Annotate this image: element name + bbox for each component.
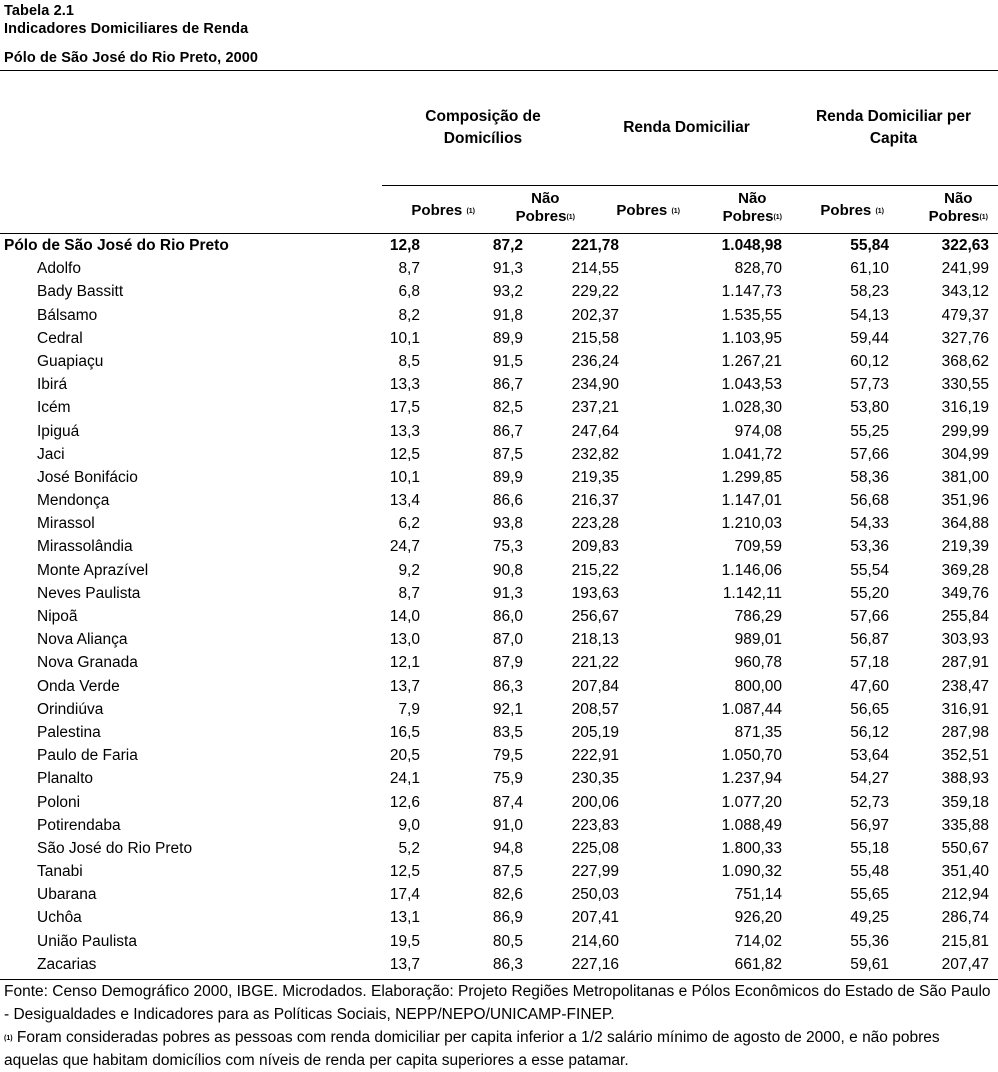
- row-value-col3: 207,41: [571, 909, 619, 927]
- subheader-nao-pobres-3-label: Pobres: [928, 208, 980, 225]
- row-value-col6: 351,96: [941, 492, 989, 510]
- row-value-col6: 241,99: [941, 260, 989, 278]
- row-value-col1: 8,2: [398, 306, 420, 324]
- table-row: [0, 605, 998, 628]
- row-name: União Paulista: [37, 932, 137, 950]
- group-header-composicao-line1: Composição de: [425, 108, 541, 125]
- row-value-col2: 80,5: [492, 932, 523, 950]
- row-value-col4: 1.147,01: [721, 492, 782, 510]
- footnote-text: Foram consideradas pobres as pessoas com renda domiciliar per capita inferior a 1/2 salário mínimo de agosto de 2000, e não pobres aquelas que habitam domicílios com níveis de renda per capita superiores a esse patamar.: [4, 1029, 940, 1069]
- row-name: Adolfo: [37, 260, 81, 278]
- row-value-col4: 1.048,98: [721, 237, 782, 254]
- table-row: [0, 675, 998, 698]
- table-row: [0, 443, 998, 466]
- row-value-col5: 49,25: [850, 909, 889, 927]
- row-value-col1: 13,3: [389, 422, 420, 440]
- row-value-col2: 93,8: [492, 515, 523, 533]
- row-name: Orindiúva: [37, 700, 104, 718]
- row-name: Ibirá: [37, 376, 68, 394]
- row-value-col4: 1.299,85: [721, 468, 782, 486]
- row-value-col5: 55,48: [850, 863, 889, 881]
- row-value-col5: 59,61: [850, 955, 889, 973]
- row-value-col2: 86,9: [492, 909, 523, 927]
- table-row: [0, 512, 998, 535]
- row-value-col1: 8,7: [398, 260, 420, 278]
- row-value-col2: 87,2: [492, 237, 523, 254]
- row-value-col2: 91,3: [492, 260, 523, 278]
- row-name: Guapiaçu: [37, 352, 104, 370]
- row-value-col6: 287,91: [941, 654, 989, 672]
- row-value-col5: 55,65: [850, 886, 889, 904]
- row-value-col6: 322,63: [941, 237, 989, 254]
- row-value-col3: 227,99: [571, 863, 619, 881]
- row-name: Icém: [37, 399, 71, 417]
- row-value-col5: 55,54: [850, 561, 889, 579]
- row-value-col2: 75,3: [492, 538, 523, 556]
- row-value-col5: 55,25: [850, 422, 889, 440]
- row-value-col3: 208,57: [571, 700, 619, 718]
- row-value-col6: 364,88: [941, 515, 989, 533]
- row-value-col1: 12,6: [389, 793, 420, 811]
- row-value-col4: 709,59: [734, 538, 782, 556]
- row-value-col4: 751,14: [734, 886, 782, 904]
- row-name: São José do Rio Preto: [37, 839, 193, 857]
- row-value-col4: 1.088,49: [721, 816, 782, 834]
- row-value-col5: 54,33: [850, 515, 889, 533]
- row-value-col3: 209,83: [571, 538, 619, 556]
- row-value-col3: 222,91: [571, 747, 619, 765]
- table-row: [0, 744, 998, 767]
- row-name: Jaci: [37, 445, 65, 463]
- subheader-nao-pobres-1-note: (1): [566, 214, 575, 221]
- row-value-col1: 13,7: [389, 955, 420, 973]
- row-value-col3: 230,35: [571, 770, 619, 788]
- row-value-col6: 359,18: [941, 793, 989, 811]
- row-value-col2: 89,9: [492, 329, 523, 347]
- row-value-col6: 219,39: [941, 538, 989, 556]
- row-value-col4: 1.146,06: [721, 561, 782, 579]
- row-name: Pólo de São José do Rio Preto: [4, 237, 229, 254]
- group-header-composicao-line2: Domicílios: [443, 130, 523, 147]
- subheader-pobres-3-note: (1): [875, 208, 884, 215]
- row-name: Nova Granada: [37, 654, 138, 672]
- row-value-col2: 91,0: [492, 816, 523, 834]
- row-value-col1: 13,1: [389, 909, 420, 927]
- top-rule: [0, 70, 998, 71]
- table-number: Tabela 2.1: [4, 3, 75, 19]
- table-row: [0, 906, 998, 929]
- table-row: [0, 930, 998, 953]
- row-value-col6: 207,47: [941, 955, 989, 973]
- row-name: Tanabi: [37, 863, 83, 881]
- row-value-col5: 58,36: [850, 468, 889, 486]
- row-value-col5: 52,73: [850, 793, 889, 811]
- row-value-col4: 960,78: [734, 654, 782, 672]
- row-value-col5: 61,10: [850, 260, 889, 278]
- subheader-pobres-1-label: Pobres: [411, 202, 463, 219]
- table-subtitle: Pólo de São José do Rio Preto, 2000: [4, 50, 259, 66]
- row-value-col4: 1.090,32: [721, 863, 782, 881]
- row-value-col5: 57,66: [850, 608, 889, 625]
- row-value-col6: 479,37: [941, 306, 989, 324]
- row-name: Palestina: [37, 723, 101, 741]
- row-value-col4: 1.087,44: [721, 700, 782, 718]
- row-value-col5: 56,12: [850, 723, 889, 741]
- row-value-col1: 12,5: [389, 445, 420, 463]
- row-name: Ubarana: [37, 886, 97, 904]
- row-name: Paulo de Faria: [37, 747, 138, 765]
- row-value-col4: 974,08: [734, 422, 782, 440]
- row-name: Zacarias: [37, 955, 97, 973]
- row-value-col6: 381,00: [941, 468, 989, 486]
- row-value-col2: 91,5: [492, 352, 523, 370]
- table-row: [0, 327, 998, 350]
- row-value-col5: 54,13: [850, 306, 889, 324]
- row-value-col3: 223,83: [571, 816, 619, 834]
- row-value-col6: 304,99: [941, 445, 989, 463]
- row-value-col4: 1.535,55: [721, 306, 782, 324]
- row-value-col4: 661,82: [734, 955, 782, 973]
- row-value-col2: 87,0: [492, 631, 523, 649]
- table-row: [0, 280, 998, 303]
- row-value-col3: 218,13: [571, 631, 619, 649]
- row-value-col5: 58,23: [850, 283, 889, 301]
- row-value-col3: 215,22: [571, 561, 619, 579]
- row-value-col5: 60,12: [850, 352, 889, 370]
- row-value-col2: 79,5: [492, 747, 523, 765]
- row-value-col3: 193,63: [571, 584, 619, 602]
- row-name: Onda Verde: [37, 677, 120, 695]
- row-value-col6: 352,51: [941, 747, 989, 765]
- row-value-col3: 216,37: [571, 492, 619, 510]
- row-value-col3: 214,55: [571, 260, 619, 278]
- row-value-col6: 335,88: [941, 816, 989, 834]
- row-value-col1: 12,1: [389, 654, 420, 672]
- row-value-col3: 256,67: [571, 608, 619, 625]
- row-value-col3: 207,84: [571, 677, 619, 695]
- row-value-col5: 55,18: [850, 839, 889, 857]
- row-value-col4: 1.142,11: [722, 584, 782, 602]
- subheader-nao-pobres-1-label: Pobres: [515, 208, 567, 225]
- subheader-nao-pobres-3-note: (1): [979, 214, 988, 221]
- row-value-col2: 91,8: [492, 306, 523, 324]
- row-value-col2: 91,3: [492, 584, 523, 602]
- subheader-nao-pobres-2-label: Pobres: [722, 208, 774, 225]
- row-value-col3: 234,90: [571, 376, 619, 394]
- table-row: [0, 628, 998, 651]
- row-value-col1: 10,1: [389, 468, 420, 486]
- row-value-col1: 24,7: [389, 538, 420, 556]
- row-value-col6: 212,94: [941, 886, 989, 904]
- subheader-pobres-1: [411, 202, 475, 220]
- row-value-col2: 86,7: [492, 422, 523, 440]
- row-value-col1: 13,7: [389, 677, 420, 695]
- row-value-col3: 223,28: [571, 515, 619, 533]
- table-row: [0, 791, 998, 814]
- row-value-col2: 93,2: [492, 283, 523, 301]
- row-value-col3: 237,21: [571, 399, 619, 417]
- row-value-col5: 53,80: [850, 399, 889, 417]
- row-value-col6: 343,12: [941, 283, 989, 301]
- row-value-col4: 1.028,30: [721, 399, 782, 417]
- table-row: [0, 814, 998, 837]
- row-value-col6: 351,40: [941, 863, 989, 881]
- row-value-col1: 10,1: [389, 329, 420, 347]
- row-value-col6: 330,55: [941, 376, 989, 394]
- table-row: [0, 953, 998, 976]
- row-value-col6: 550,67: [941, 839, 989, 857]
- row-value-col1: 24,1: [389, 770, 420, 788]
- row-value-col4: 1.041,72: [721, 445, 782, 463]
- row-name: Cedral: [37, 329, 83, 347]
- row-value-col6: 286,74: [941, 909, 989, 927]
- footnote: [4, 1026, 994, 1072]
- row-value-col1: 12,8: [389, 237, 420, 254]
- row-value-col2: 75,9: [492, 770, 523, 788]
- row-value-col6: 238,47: [941, 677, 989, 695]
- row-name: Mirassolândia: [37, 538, 133, 556]
- row-value-col4: 1.050,70: [721, 747, 782, 765]
- row-value-col6: 388,93: [941, 770, 989, 788]
- row-value-col3: 229,22: [571, 283, 619, 301]
- row-value-col4: 989,01: [734, 631, 782, 649]
- row-value-col1: 19,5: [389, 932, 420, 950]
- row-value-col4: 1.103,95: [721, 329, 782, 347]
- row-name: Bady Bassitt: [37, 283, 124, 301]
- row-value-col1: 8,5: [398, 352, 420, 370]
- row-value-col1: 7,9: [398, 700, 420, 718]
- table-row: [0, 350, 998, 373]
- row-name: Ipiguá: [37, 422, 80, 440]
- row-value-col4: 828,70: [734, 260, 782, 278]
- row-value-col3: 247,64: [571, 422, 619, 440]
- row-value-col6: 299,99: [941, 422, 989, 440]
- row-value-col1: 8,7: [398, 584, 420, 602]
- row-value-col2: 86,6: [492, 492, 523, 510]
- row-value-col5: 54,27: [850, 770, 889, 788]
- subheader-pobres-2-label: Pobres: [616, 202, 668, 219]
- row-value-col4: 1.267,21: [721, 352, 782, 370]
- subheader-nao-pobres-2-line1: Não: [738, 190, 767, 207]
- row-value-col6: 215,81: [941, 932, 989, 950]
- row-value-col5: 53,64: [850, 747, 889, 765]
- row-value-col2: 82,5: [492, 399, 523, 417]
- row-value-col5: 56,97: [850, 816, 889, 834]
- row-value-col5: 56,65: [850, 700, 889, 718]
- row-value-col5: 56,87: [850, 631, 889, 649]
- row-name: Nova Aliança: [37, 631, 128, 649]
- table-row: [0, 396, 998, 419]
- row-name: Monte Aprazível: [37, 561, 149, 579]
- row-value-col5: 57,73: [850, 376, 889, 394]
- row-value-col3: 200,06: [571, 793, 619, 811]
- subheader-nao-pobres-1: [516, 190, 575, 226]
- row-value-col1: 9,0: [398, 816, 420, 834]
- group-rule: [382, 185, 998, 186]
- row-value-col1: 20,5: [389, 747, 420, 765]
- row-value-col2: 87,4: [492, 793, 523, 811]
- row-name: Bálsamo: [37, 306, 98, 324]
- row-value-col4: 871,35: [734, 723, 782, 741]
- row-value-col4: 1.147,73: [721, 283, 782, 301]
- row-value-col2: 86,3: [492, 955, 523, 973]
- row-value-col6: 368,62: [941, 352, 989, 370]
- row-value-col6: 349,76: [941, 584, 989, 602]
- row-value-col2: 83,5: [492, 723, 523, 741]
- row-value-col1: 17,4: [389, 886, 420, 904]
- row-name: Uchôa: [37, 909, 82, 927]
- table-row: [0, 837, 998, 860]
- row-value-col5: 55,36: [850, 932, 889, 950]
- row-value-col3: 232,82: [571, 445, 619, 463]
- row-value-col1: 12,5: [389, 863, 420, 881]
- row-value-col5: 47,60: [850, 677, 889, 695]
- table-row: [0, 420, 998, 443]
- table-row: [0, 698, 998, 721]
- subheader-nao-pobres-1-line2: [516, 208, 575, 226]
- row-value-col2: 87,5: [492, 445, 523, 463]
- subheader-nao-pobres-3-line1: Não: [944, 190, 973, 207]
- subheader-pobres-2: [616, 202, 680, 220]
- footnote-mark: (1): [4, 1035, 13, 1042]
- row-value-col2: 92,1: [492, 700, 523, 718]
- row-value-col1: 13,0: [389, 631, 420, 649]
- row-value-col6: 255,84: [941, 608, 989, 625]
- row-value-col4: 1.210,03: [721, 515, 782, 533]
- table-row: [0, 257, 998, 280]
- row-value-col3: 219,35: [571, 468, 619, 486]
- group-header-renda-domiciliar: [584, 117, 789, 139]
- subheader-nao-pobres-1-line1: Não: [531, 190, 560, 207]
- row-value-col1: 17,5: [389, 399, 420, 417]
- table-row: [0, 535, 998, 558]
- table-total-row: [0, 234, 998, 257]
- row-value-col5: 55,20: [850, 584, 889, 602]
- row-value-col5: 55,84: [850, 237, 889, 254]
- row-value-col6: 303,93: [941, 631, 989, 649]
- group-header-renda-per-capita: [789, 106, 998, 150]
- row-value-col3: 215,58: [571, 329, 619, 347]
- row-name: José Bonifácio: [37, 468, 138, 486]
- subheader-pobres-2-note: (1): [671, 208, 680, 215]
- row-value-col2: 94,8: [492, 839, 523, 857]
- table-row: [0, 883, 998, 906]
- row-value-col4: 800,00: [734, 677, 782, 695]
- row-value-col2: 86,3: [492, 677, 523, 695]
- subheader-nao-pobres-3: [929, 190, 988, 226]
- row-name: Mendonça: [37, 492, 110, 510]
- table-row: [0, 651, 998, 674]
- row-value-col1: 16,5: [389, 723, 420, 741]
- row-value-col4: 1.077,20: [721, 793, 782, 811]
- row-value-col4: 1.237,94: [721, 770, 782, 788]
- row-value-col2: 87,5: [492, 863, 523, 881]
- row-value-col6: 316,19: [941, 399, 989, 417]
- row-value-col1: 6,8: [398, 283, 420, 301]
- row-value-col5: 56,68: [850, 492, 889, 510]
- subheader-nao-pobres-2: [723, 190, 782, 226]
- row-value-col2: 86,7: [492, 376, 523, 394]
- subheader-pobres-1-note: (1): [466, 208, 475, 215]
- row-value-col2: 87,9: [492, 654, 523, 672]
- row-value-col5: 57,18: [850, 654, 889, 672]
- table-row: [0, 860, 998, 883]
- row-value-col6: 327,76: [941, 329, 989, 347]
- subheader-pobres-3-label: Pobres: [820, 202, 872, 219]
- subheader-pobres-3: [820, 202, 884, 220]
- group-header-renda-per-capita-line1: Renda Domiciliar per: [815, 108, 972, 125]
- row-value-col3: 221,22: [571, 654, 619, 672]
- row-value-col4: 1.043,53: [721, 376, 782, 394]
- row-name: Neves Paulista: [37, 584, 141, 602]
- row-value-col3: 227,16: [571, 955, 619, 973]
- group-header-renda-per-capita-line2: Capita: [869, 130, 918, 147]
- row-value-col4: 786,29: [734, 608, 782, 625]
- table-row: [0, 466, 998, 489]
- row-value-col2: 86,0: [492, 608, 523, 625]
- row-value-col5: 57,66: [850, 445, 889, 463]
- group-header-renda-domiciliar-line1: Renda Domiciliar: [623, 119, 750, 136]
- row-name: Mirassol: [37, 515, 95, 533]
- row-value-col1: 14,0: [389, 608, 420, 625]
- row-value-col3: 214,60: [571, 932, 619, 950]
- table-row: [0, 304, 998, 327]
- row-value-col1: 13,4: [389, 492, 420, 510]
- row-value-col5: 53,36: [850, 538, 889, 556]
- subheader-nao-pobres-2-note: (1): [773, 214, 782, 221]
- row-value-col1: 13,3: [389, 376, 420, 394]
- row-value-col3: 250,03: [571, 886, 619, 904]
- row-value-col1: 9,2: [398, 561, 420, 579]
- row-name: Potirendaba: [37, 816, 121, 834]
- subheader-nao-pobres-3-line2: [929, 208, 988, 226]
- row-name: Nipoã: [37, 608, 78, 625]
- row-value-col6: 316,91: [941, 700, 989, 718]
- row-value-col2: 89,9: [492, 468, 523, 486]
- table-row: [0, 489, 998, 512]
- row-name: Planalto: [37, 770, 94, 788]
- table-row: [0, 373, 998, 396]
- row-value-col3: 205,19: [571, 723, 619, 741]
- row-value-col1: 6,2: [398, 515, 420, 533]
- row-value-col4: 714,02: [734, 932, 782, 950]
- source-note: Fonte: Censo Demográfico 2000, IBGE. Microdados. Elaboração: Projeto Regiões Metropolitanas e Pólos Econômicos do Estado de São Paulo - Desigualdades e Indicadores para as Políticas Sociais, NEPP/NEPO/UNICAMP-FINEP.: [4, 983, 991, 1023]
- row-value-col3: 202,37: [571, 306, 619, 324]
- subheader-nao-pobres-2-line2: [723, 208, 782, 226]
- row-value-col3: 225,08: [571, 839, 619, 857]
- row-value-col1: 5,2: [398, 839, 420, 857]
- row-value-col2: 82,6: [492, 886, 523, 904]
- row-value-col4: 1.800,33: [721, 839, 782, 857]
- table-row: [0, 767, 998, 790]
- row-value-col3: 221,78: [571, 237, 619, 254]
- row-value-col6: 287,98: [941, 723, 989, 741]
- row-name: Poloni: [37, 793, 81, 811]
- table-row: [0, 559, 998, 582]
- row-value-col6: 369,28: [941, 561, 989, 579]
- row-value-col3: 236,24: [571, 352, 619, 370]
- table-row: [0, 721, 998, 744]
- row-value-col5: 59,44: [850, 329, 889, 347]
- table-body: [0, 234, 998, 976]
- table-row: [0, 582, 998, 605]
- table-title: Indicadores Domiciliares de Renda: [4, 21, 249, 37]
- row-value-col2: 90,8: [492, 561, 523, 579]
- row-value-col4: 926,20: [734, 909, 782, 927]
- group-header-composicao: [382, 106, 584, 150]
